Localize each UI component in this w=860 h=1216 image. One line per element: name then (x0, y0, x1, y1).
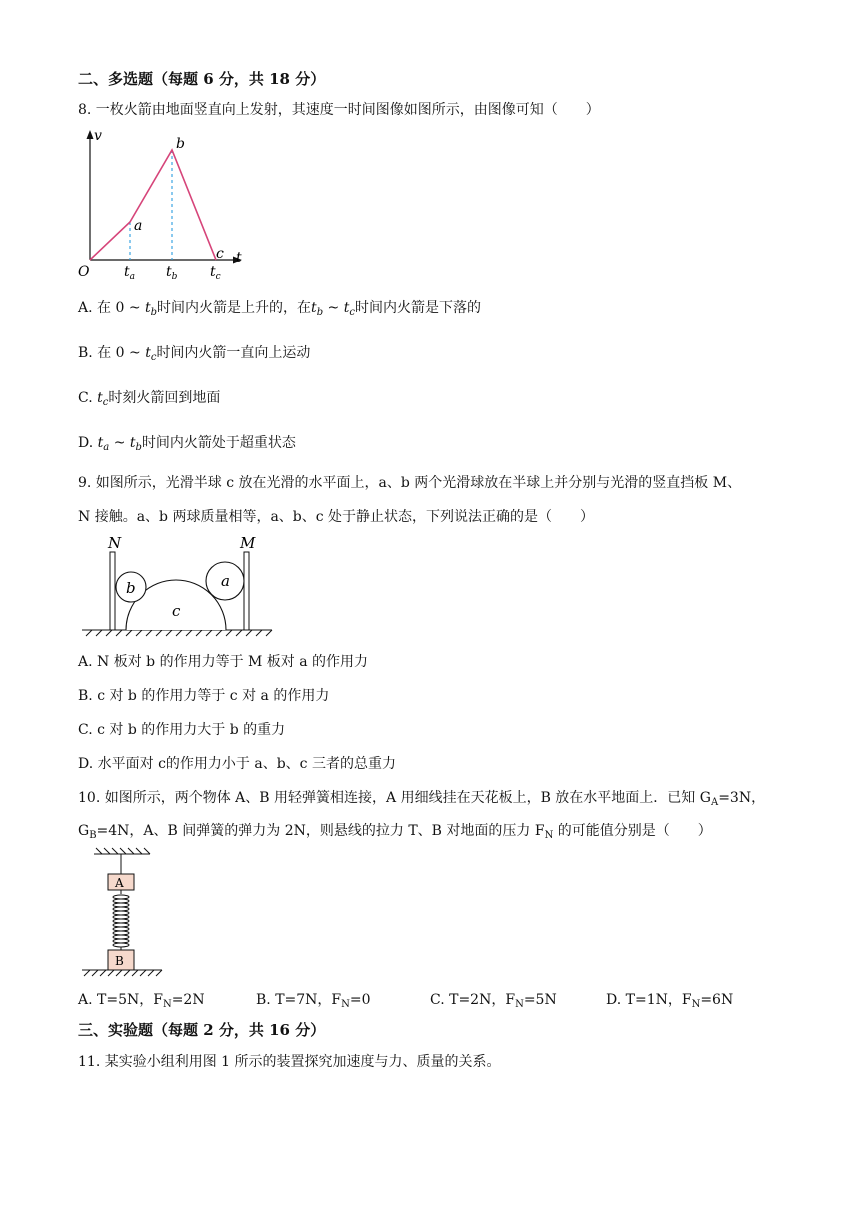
hemisphere-c-label: c (172, 602, 181, 620)
question-10-option-d[interactable]: D. T=1N，$F_N=6N$ (606, 992, 734, 1010)
point-b-label: b (176, 136, 185, 152)
question-8-option-b[interactable]: B. 在 0 ~ $t_c$时间内火箭一直向上运动 (78, 345, 311, 363)
question-11-stem: 11. 某实验小组利用图 1 所示的装置探究加速度与力、质量的关系。 (78, 1054, 501, 1070)
question-9-option-b[interactable]: B. c 对 b 的作用力等于 c 对 a 的作用力 (78, 688, 330, 704)
origin-label: O (78, 264, 90, 280)
question-10-option-a[interactable]: A. T=5N，$F_N=2N$ (78, 992, 205, 1010)
section-heading-multiple-choice: 二、多选题（每题 6 分，共 18 分） (78, 70, 326, 88)
question-9-stem-line-2: N 接触。a、b 两球质量相等，a、b、c 处于静止状态，下列说法正确的是（ ） (78, 509, 595, 525)
block-b-label: B (115, 954, 124, 968)
question-10-stem-line-2: $G_B=4N$，A、B 间弹簧的弹力为 2N，则悬线的拉力 T、B 对地面的压力 $F_N$ 的可能值分别是（ ） (78, 823, 712, 841)
spring-blocks-figure (78, 846, 168, 980)
question-8-option-c[interactable]: C. $t_c$时刻火箭回到地面 (78, 390, 221, 408)
axis-t-label: t (236, 250, 242, 266)
ball-b-label: b (126, 579, 136, 597)
ball-a-label: a (221, 572, 230, 590)
question-8-option-d[interactable]: D. $t_a$ ~ $t_b$时间内火箭处于超重状态 (78, 435, 296, 453)
question-10-stem-line-1: 10. 如图所示，两个物体 A、B 用轻弹簧相连接，A 用细线挂在天花板上，B 放在水平地面上．已知 $G_A=3N$， (78, 790, 766, 808)
tick-tc-label: $t_c$ (210, 264, 221, 282)
question-9-option-c[interactable]: C. c 对 b 的作用力大于 b 的重力 (78, 722, 286, 738)
question-10-option-b[interactable]: B. T=7N，$F_N=0$ (256, 992, 371, 1010)
velocity-time-graph (74, 126, 254, 284)
plate-n-label: N (108, 534, 122, 552)
point-c-label: c (216, 246, 224, 262)
tick-tb-label: $t_b$ (166, 264, 178, 282)
plate-m-label: M (240, 534, 256, 552)
question-9-option-d[interactable]: D. 水平面对 c的作用力小于 a、b、c 三者的总重力 (78, 756, 396, 772)
tick-ta-label: $t_a$ (124, 264, 136, 282)
axis-v-label: v (94, 128, 102, 144)
block-a-label: A (115, 876, 124, 890)
question-9-option-a[interactable]: A. N 板对 b 的作用力等于 M 板对 a 的作用力 (78, 654, 369, 670)
section-heading-experiment: 三、实验题（每题 2 分，共 16 分） (78, 1021, 326, 1039)
hemisphere-balls-figure (78, 532, 278, 644)
question-9-stem-line-1: 9. 如图所示，光滑半球 c 放在光滑的水平面上，a、b 两个光滑球放在半球上并分别与光滑的竖直挡板 M、 (78, 475, 742, 491)
question-10-option-c[interactable]: C. T=2N，$F_N=5N$ (430, 992, 557, 1010)
point-a-label: a (134, 218, 143, 234)
question-8-stem: 8. 一枚火箭由地面竖直向上发射，其速度一时间图像如图所示，由图像可知（ ） (78, 102, 600, 118)
question-8-option-a[interactable]: A. 在 0 ~ $t_b$时间内火箭是上升的，在$t_b$ ~ $t_c$时间内火箭是下落的 (78, 300, 481, 318)
